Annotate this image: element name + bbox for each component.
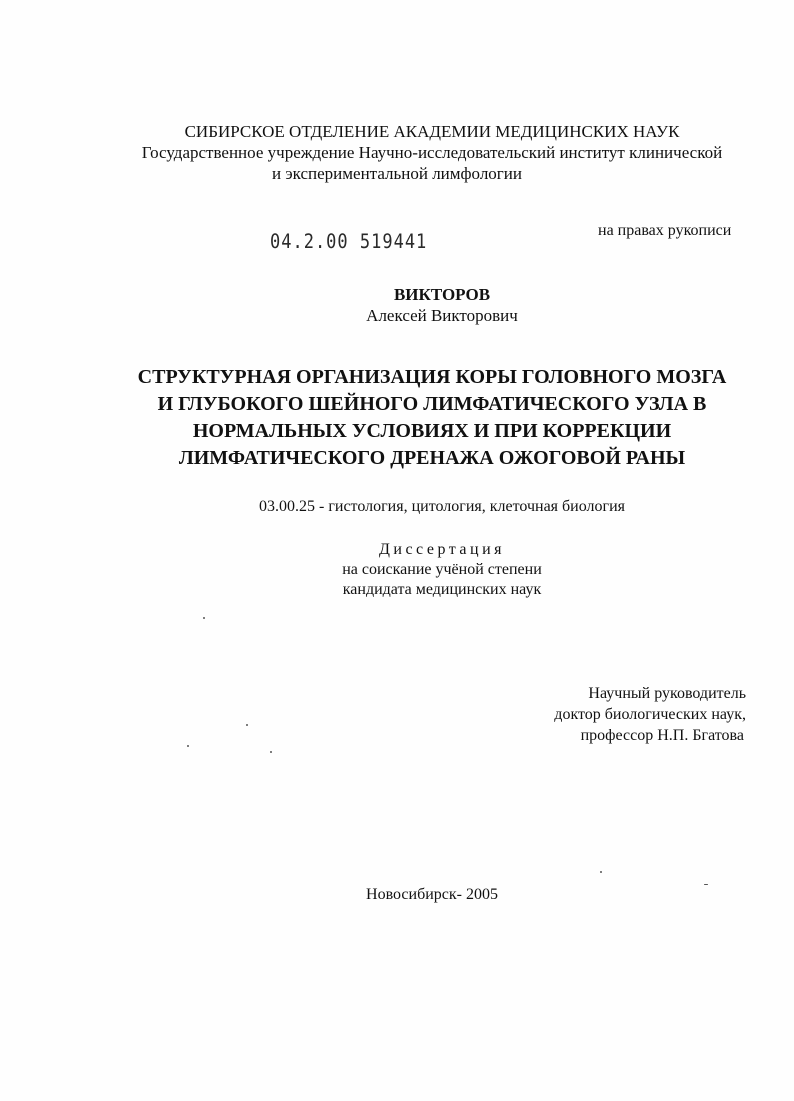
institution-name-continued: и экспериментальной лимфологии xyxy=(272,164,522,183)
rights-note: на правах рукописи xyxy=(598,222,732,239)
degree-name: кандидата медицинских наук xyxy=(342,581,542,598)
dissertation-title xyxy=(0,364,794,472)
city-year: Новосибирск- 2005 xyxy=(366,886,498,903)
author-surname: ВИКТОРОВ xyxy=(393,285,491,304)
stamp-code: 04.2.00 519441 xyxy=(270,230,428,254)
scan-speck xyxy=(704,884,708,885)
title-line: ЛИМФАТИЧЕСКОГО ДРЕНАЖА ОЖОГОВОЙ РАНЫ xyxy=(178,447,686,469)
title-line: НОРМАЛЬНЫХ УСЛОВИЯХ И ПРИ КОРРЕКЦИИ xyxy=(192,420,672,442)
author-given-names: Алексей Викторович xyxy=(366,306,518,325)
scan-speck xyxy=(203,617,205,619)
scan-speck xyxy=(600,871,602,873)
scan-speck xyxy=(270,751,272,753)
advisor-degree: доктор биологических наук, xyxy=(554,706,746,723)
scan-speck xyxy=(187,745,189,747)
advisor-block xyxy=(554,683,746,746)
author-block xyxy=(0,284,794,326)
title-line: СТРУКТУРНАЯ ОРГАНИЗАЦИЯ КОРЫ ГОЛОВНОГО МОЗГА xyxy=(137,366,727,388)
institution-name: Государственное учреждение Научно-исследовательский институт клинической xyxy=(141,143,723,162)
advisor-name: профессор Н.П. Бгатова xyxy=(580,727,744,744)
dissertation-type xyxy=(0,540,794,600)
advisor-role: Научный руководитель xyxy=(588,685,746,702)
dissertation-label: Диссертация xyxy=(378,541,506,558)
degree-line: на соискание учёной степени xyxy=(342,561,542,578)
academy-name: СИБИРСКОЕ ОТДЕЛЕНИЕ АКАДЕМИИ МЕДИЦИНСКИХ НАУК xyxy=(184,122,680,141)
title-line: И ГЛУБОКОГО ШЕЙНОГО ЛИМФАТИЧЕСКОГО УЗЛА В xyxy=(157,393,707,415)
organization-header xyxy=(0,121,794,184)
scan-speck xyxy=(246,724,248,726)
specialty-code: 03.00.25 - гистология, цитология, клеточная биология xyxy=(258,498,625,515)
